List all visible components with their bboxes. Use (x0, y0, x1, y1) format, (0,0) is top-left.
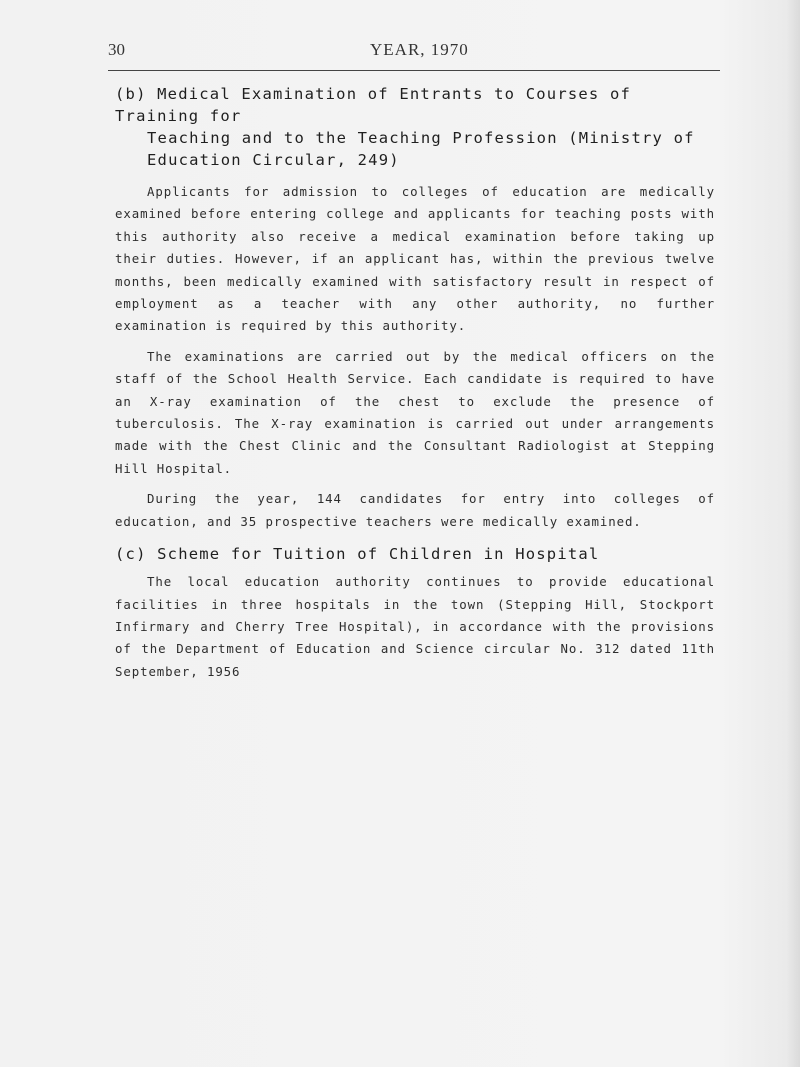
page-edge-shadow (786, 0, 800, 1067)
paragraph-candidates-count (115, 488, 715, 533)
page-content (115, 83, 715, 683)
section-c-heading: (c) Scheme for Tuition of Children in Hospital (115, 545, 600, 564)
paragraph-examinations (115, 346, 715, 480)
paragraph-hospital-tuition (115, 571, 715, 683)
running-title: YEAR, 1970 (370, 40, 469, 59)
page-header (108, 40, 720, 66)
section-b-heading-line1: (b) Medical Examination of Entrants to Courses of Training for (115, 85, 632, 125)
page-number: 30 (108, 40, 125, 59)
paragraph-text: During the year, 144 candidates for entry into colleges of education, and 35 prospective teachers were medically examined. (115, 491, 715, 529)
paragraph-medical-admission (115, 181, 715, 338)
paragraph-text: The examinations are carried out by the medical officers on the staff of the School Health Service. Each candidate is required to have an X-ray examination of the chest to exclude the presence of tuberculosis. The X-ray examination is carried out under arrangements made with the Chest Clinic and the Consultant Radiologist at Stepping Hill Hospital. (115, 348, 715, 476)
section-b-heading-line3: Education Circular, 249) (147, 151, 400, 169)
header-rule (108, 70, 720, 71)
section-b-heading-line2: Teaching and to the Teaching Profession (Ministry of (147, 129, 695, 147)
paragraph-text: The local education authority continues to provide educational facilities in three hospitals in the town (Stepping Hill, Stockport Infirmary and Cherry Tree Hospital), in accordance with the provisions of the Department of Education and Science circular No. 312 dated 11th September, 1956 (115, 574, 715, 679)
section-b-heading (115, 83, 715, 171)
paragraph-text: Applicants for admission to colleges of education are medically examined before entering college and applicants for teaching posts with this authority also receive a medical examination before taking up their duties. However, if an applicant has, within the previous twelve months, been medically examined with satisfactory result in respect of employment as a teacher with any other authority, no further examination is required by this authority. (115, 184, 715, 334)
